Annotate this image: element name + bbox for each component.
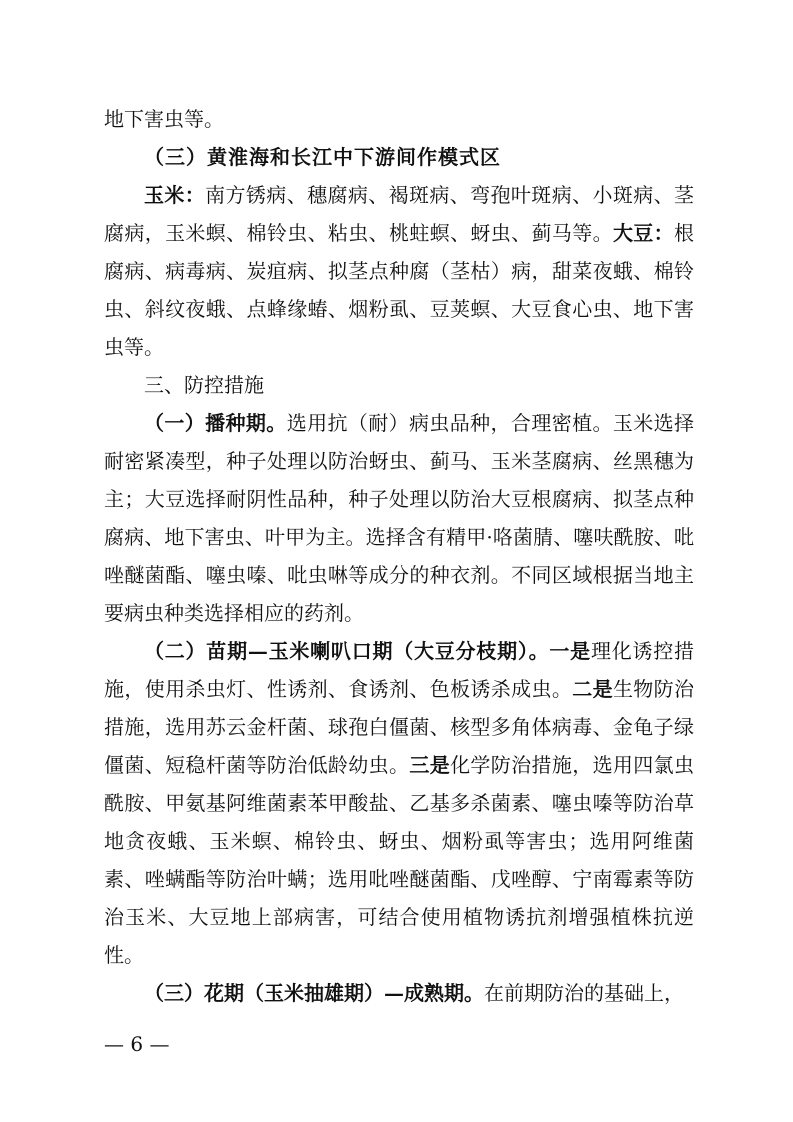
- label-first: 一是: [549, 639, 591, 663]
- text-run: 在前期防治的基础上，: [484, 981, 684, 1005]
- paragraph-seedling-period: [104, 632, 694, 974]
- paragraph-pests-list: [104, 176, 694, 366]
- text-run: 生物防治措施，选用苏云金杆菌、球孢白僵菌、核型多角体病毒、金龟子绿僵菌、短稳杆菌等防治低龄幼虫。: [104, 677, 695, 777]
- paragraph-flowering-period: [104, 974, 694, 1012]
- text-run: 根腐病、病毒病、炭疽病、拟茎点种腐（茎枯）病，甜菜夜蛾、棉铃虫、斜纹夜蛾、点蜂缘蝽、烟粉虱、豆荚螟、大豆食心虫、地下害虫等。: [104, 221, 695, 359]
- document-body: [104, 100, 694, 1012]
- text-run: 化学防治措施，选用四氯虫酰胺、甲氨基阿维菌素苯甲酸盐、乙基多杀菌素、噻虫嗪等防治草地贪夜蛾、玉米螟、棉铃虫、蚜虫、烟粉虱等害虫；选用阿维菌素、唑螨酯等防治叶螨；选用吡唑醚菌酯、戊唑醇、宁南霉素等防治玉米、大豆地上部病害，可结合使用植物诱抗剂增强植株抗逆性。: [104, 753, 695, 967]
- paragraph-continuation: [104, 100, 694, 138]
- label-seedling-period: （二）苗期—玉米喇叭口期（大豆分枝期）。: [144, 639, 550, 663]
- text-run: 地下害虫等。: [104, 107, 224, 131]
- section-heading-huanghuaihai: [104, 138, 694, 176]
- heading-text: 三、防控措施: [144, 373, 264, 397]
- text-run: 理化诱控措施，使用杀虫灯、性诱剂、食诱剂、色板诱杀成虫。: [104, 639, 695, 701]
- text-run: 南方锈病、穗腐病、褐斑病、弯孢叶斑病、小斑病、茎腐病，玉米螟、棉铃虫、粘虫、桃蛀螟、蚜虫、蓟马等。: [104, 183, 695, 245]
- label-sowing-period: （一）播种期。: [144, 411, 287, 435]
- page-number: — 6 —: [104, 1032, 170, 1056]
- label-soybean: 大豆：: [612, 221, 675, 245]
- section-heading-control-measures: [104, 366, 694, 404]
- heading-text: （三）黄淮海和长江中下游间作模式区: [144, 145, 501, 169]
- label-third: 三是: [409, 753, 451, 777]
- text-run: 选用抗（耐）病虫品种，合理密植。玉米选择耐密紧凑型，种子处理以防治蚜虫、蓟马、玉米茎腐病、丝黑穗为主；大豆选择耐阴性品种，种子处理以防治大豆根腐病、拟茎点种腐病、地下害虫、叶甲为主。选择含有精甲·咯菌腈、噻呋酰胺、吡唑醚菌酯、噻虫嗪、吡虫啉等成分的种衣剂。不同区域根据当地主要病虫种类选择相应的药剂。: [104, 411, 695, 625]
- paragraph-sowing-period: [104, 404, 694, 632]
- label-second: 二是: [572, 677, 613, 701]
- label-corn: 玉米：: [144, 183, 206, 207]
- label-flowering-period: （三）花期（玉米抽雄期）—成熟期。: [144, 981, 484, 1005]
